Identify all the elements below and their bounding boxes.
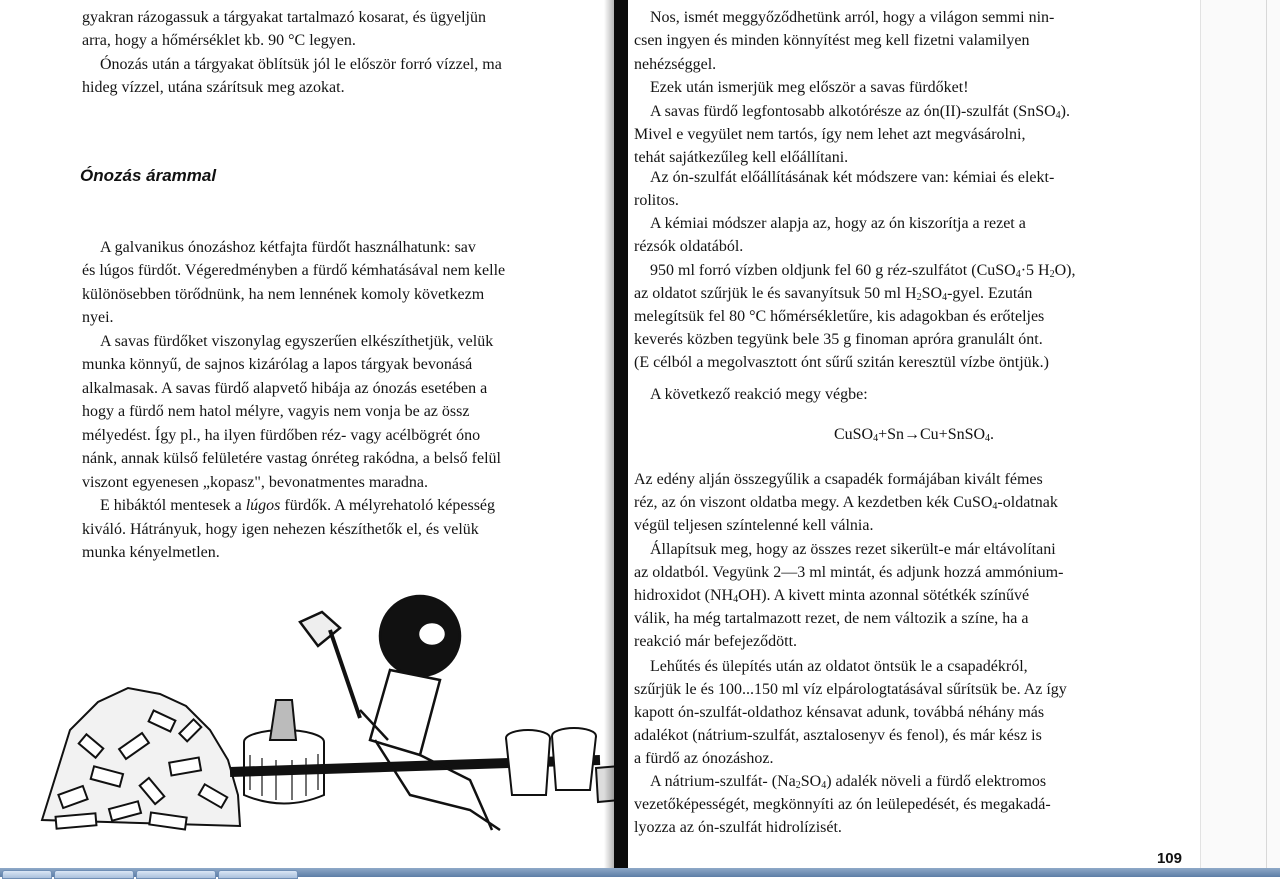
text-line: melegítsük fel 80 °C hőmérsékletűre, kis adagokban és erőteljes [634, 308, 1045, 325]
text-line: és lúgos fürdőt. Végeredményben a fürdő kémhatásával nem kelle [82, 262, 506, 279]
text-line: A savas fürdő legfontosabb alkotórésze az ón(II)-szulfát (SnSO$_4$). [650, 103, 1070, 121]
text-line: munka kényelmetlen. [82, 544, 220, 561]
text-line: Ónozás után a tárgyakat öblítsük jól le először forró vízzel, ma [100, 56, 502, 73]
taskbar-button[interactable] [218, 870, 298, 879]
text-line: hidroxidot $(NH_4OH)$. A kivett minta azonnal sötétkék színűvé [634, 587, 1030, 605]
right-page [628, 0, 1200, 868]
text-line: arra, hogy a hőmérséklet kb. 90 °C legyen. [82, 32, 356, 49]
text-line: A kémiai módszer alapja az, hogy az ón kiszorítja a rezet a [650, 215, 1026, 232]
taskbar-button[interactable] [136, 870, 216, 879]
text-line: A következő reakció megy végbe: [650, 386, 868, 403]
text-line: válik, ha még tartalmazott rezet, de nem változik a színe, ha a [634, 610, 1029, 627]
text-line: hideg vízzel, utána szárítsuk meg azokat. [82, 79, 345, 96]
text-line: keverés közben tegyünk bele 35 g finoman apróra granulált ónt. [634, 331, 1043, 348]
chopping-block-icon [244, 700, 324, 804]
text-line: végül teljesen színtelenné kell válnia. [634, 517, 874, 534]
text-line: Ezek után ismerjük meg először a savas fürdőket! [650, 79, 969, 96]
text-line: Mivel e vegyület nem tartós, így nem lehet azt megvásárolni, [634, 126, 1026, 143]
text-line: nyei. [82, 309, 114, 326]
text-line: gyakran rázogassuk a tárgyakat tartalmazó kosarat, és ügyeljün [82, 9, 486, 26]
text-line: rolitos. [634, 192, 679, 209]
text-line: hogy a fürdő nem hatol mélyre, vagyis nem vonja be az össz [82, 403, 470, 420]
text-line: A galvanikus ónozáshoz kétfajta fürdőt használhatunk: sav [100, 239, 476, 256]
wood-pile-icon [42, 688, 240, 829]
text-line: csen ingyen és minden könnyítést meg kell fizetni valamilyen [634, 32, 1030, 49]
text-line: munka könnyű, de sajnos kizárólag a lapos tárgyak bevonásá [82, 356, 473, 373]
text-line: nehézséggel. [634, 56, 717, 73]
buckets-icon [506, 728, 620, 802]
woodcutter-illustration [0, 590, 620, 850]
viewer-border [1266, 0, 1267, 868]
text-line: az oldatot szűrjük le és savanyítsuk 50 ml $H_2SO_4$-gyel. Ezután [634, 285, 1033, 303]
taskbar-button[interactable] [54, 870, 134, 879]
text-line: (E célból a megolvasztott ónt sűrű szitán keresztül vízbe öntjük.) [634, 354, 1049, 371]
page-number: 109 [1156, 850, 1182, 867]
chemical-equation: CuSO$_4$+Sn→Cu+SnSO$_4$. [833, 426, 995, 444]
text-line: az oldatból. Vegyünk 2—3 ml mintát, és adjunk hozzá ammónium- [634, 564, 1064, 581]
text-line: szűrjük le és 100...150 ml víz elpárologtatásával sűrítsük be. Az így [634, 681, 1067, 698]
text-line: kiváló. Hátrányuk, hogy igen nehezen készíthetők el, és velük [82, 521, 479, 538]
text-line: tehát sajátkezűleg kell előállítani. [634, 149, 849, 166]
text-line: A nátrium-szulfát- $(Na_2SO_4)$ adalék növeli a fürdő elektromos [650, 773, 1047, 791]
text-line: reakció már befejeződött. [634, 633, 798, 650]
text-line: Az ón-szulfát előállításának két módszere van: kémiai és elekt- [650, 169, 1055, 186]
text-line: E hibáktól mentesek a lúgos fürdők. A mélyrehatoló képesség [100, 497, 496, 514]
text-line: kapott ón-szulfát-oldathoz kénsavat adunk, továbbá néhány más [634, 704, 1045, 721]
section-heading: Ónozás árammal [80, 166, 217, 185]
text-line: a fürdő az ónozáshoz. [634, 750, 774, 767]
text-line: rézsók oldatából. [634, 238, 744, 255]
text-line: Az edény alján összegyűlik a csapadék formájában kivált fémes [634, 471, 1043, 488]
left-page [0, 0, 620, 868]
text-line: Állapítsuk meg, hogy az összes rezet sikerült-e már eltávolítani [650, 541, 1056, 558]
viewer-right-margin [1200, 0, 1280, 868]
text-line: vezetőképességét, megkönnyíti az ón leülepedését, és megakadá- [634, 796, 1051, 813]
text-line: alkalmasak. A savas fürdő alapvető hibája az ónozás esetében a [82, 380, 488, 397]
text-line: réz, az ón viszont oldatba megy. A kezdetben kék CuSO$_4$-oldatnak [634, 494, 1058, 512]
text-line: 950 ml forró vízben oldjunk fel 60 g réz-szulfátot (CuSO$_4$·5 $H_2O$), [650, 262, 1076, 280]
text-line: mélyedést. Így pl., ha ilyen fürdőben réz- vagy acélbögrét óno [82, 427, 481, 444]
text-line: viszont egyenesen „kopasz", bevonatmentes maradna. [82, 474, 428, 491]
woodcutter-icon [300, 596, 500, 830]
book-gutter [614, 0, 628, 868]
text-line: Nos, ismét meggyőződhetünk arról, hogy a világon semmi nin- [650, 9, 1055, 26]
text-line: lyozza az ón-szulfát hidrolízisét. [634, 819, 842, 836]
taskbar-button[interactable] [2, 870, 52, 879]
text-line: Lehűtés és ülepítés után az oldatot öntsük le a csapadékról, [650, 658, 1028, 675]
text-line: nánk, annak külső felületére vastag ónréteg rakódna, a belső felül [82, 450, 501, 467]
text-line: A savas fürdőket viszonylag egyszerűen elkészíthetjük, velük [100, 333, 494, 350]
text-line: különösebben törődnünk, ha nem lennének komoly következm [82, 286, 485, 303]
text-line: adalékot (nátrium-szulfát, asztalosenyv és fenol), és már kész is [634, 727, 1042, 744]
